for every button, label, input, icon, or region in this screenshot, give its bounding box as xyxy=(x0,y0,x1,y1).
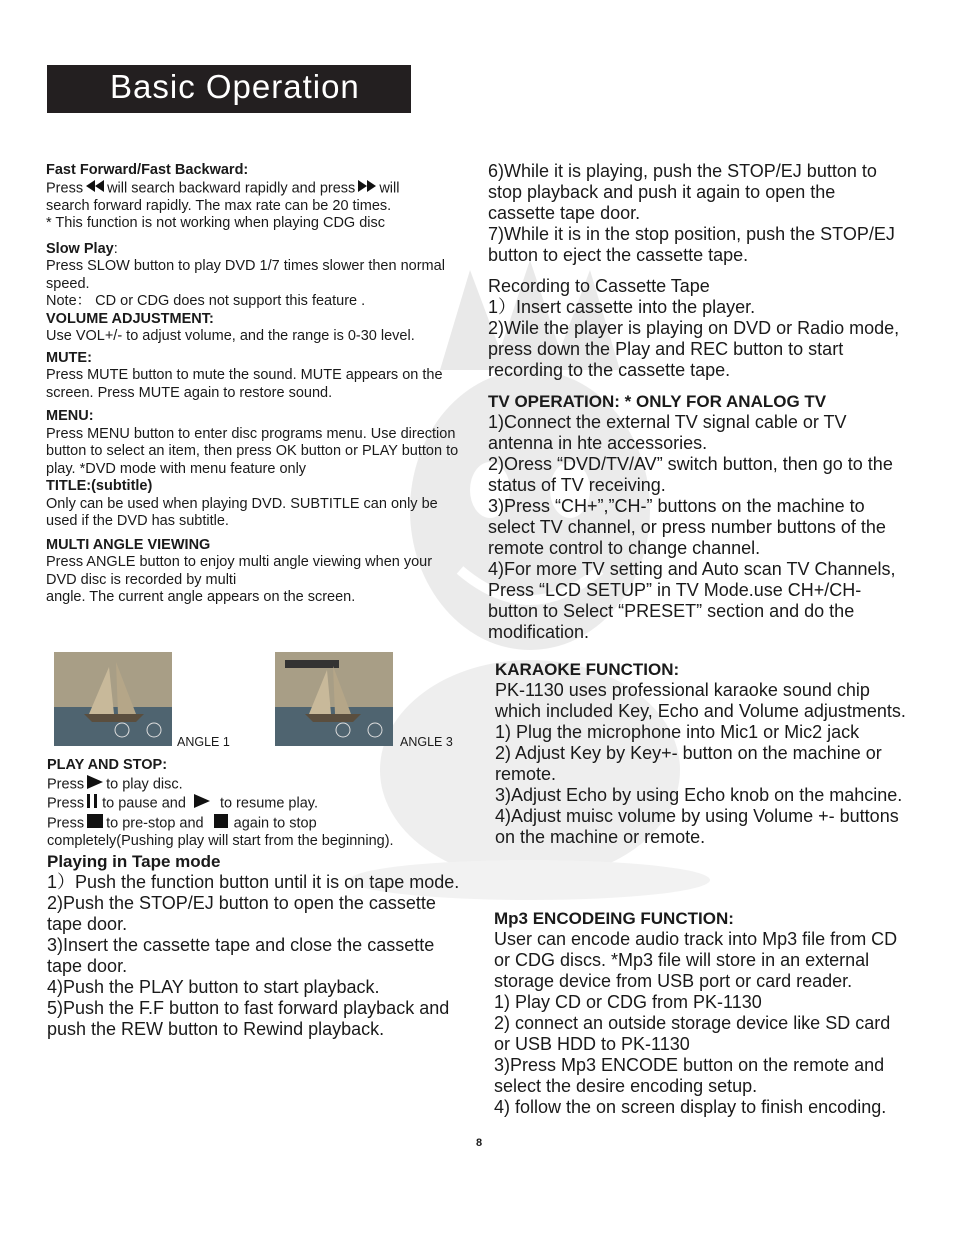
play-heading: PLAY AND STOP: xyxy=(47,757,168,773)
recording-step-1: 1）Insert cassette into the player. xyxy=(488,297,756,317)
slow-heading-row xyxy=(46,241,464,259)
karaoke-step-3: 3)Adjust Echo by using Echo knob on the mahcine. xyxy=(495,785,903,805)
stop-icon xyxy=(87,814,103,834)
tape-step-7: 7)While it is in the stop position, push the STOP/EJ button to eject the cassette tape. xyxy=(488,224,895,265)
ff-line-1 xyxy=(46,180,464,198)
ff-line-3: * This function is not working when playing CDG disc xyxy=(46,215,386,232)
page-number: 8 xyxy=(476,1137,483,1149)
recording-heading: Recording to Cassette Tape xyxy=(488,276,710,296)
karaoke-intro: PK-1130 uses professional karaoke sound chip which included Key, Echo and Volume adjustments. xyxy=(495,680,906,721)
stop-again-icon xyxy=(214,814,228,834)
angle-3-caption: ANGLE 3 xyxy=(400,735,453,749)
play-stop-section xyxy=(47,757,465,851)
angle-1-image xyxy=(54,652,172,746)
karaoke-section xyxy=(495,659,907,848)
mp3-step-1: 1) Play CD or CDG from PK-1130 xyxy=(494,992,762,1012)
mp3-step-3: 3)Press Mp3 ENCODE button on the remote and select the desire encoding setup. xyxy=(494,1055,885,1096)
rewind-icon xyxy=(86,180,104,198)
tv-step-3: 3)Press “CH+”,”CH-” buttons on the machine to select TV channel, or press number buttons of the remote control to change channel. xyxy=(488,496,886,558)
title-heading: TITLE:(subtitle) xyxy=(46,478,153,495)
tape-step-1: 1）Push the function button until it is on tape mode. xyxy=(47,872,460,892)
play-text-b1: Press xyxy=(47,795,85,812)
tv-step-1: 1)Connect the external TV signal cable or TV antenna in hte accessories. xyxy=(488,412,847,453)
tape-mode-section xyxy=(47,851,465,1040)
ff-text-b: will search backward rapidly and press xyxy=(107,180,356,197)
ff-line-2: search forward rapidly. The max rate can be 20 times. xyxy=(46,197,392,214)
title-text: Only can be used when playing DVD. SUBTITLE can only be used if the DVD has subtitle. xyxy=(46,495,438,530)
play-line-2 xyxy=(47,794,465,814)
slow-heading-colon: : xyxy=(113,240,118,257)
tape-step-5: 5)Push the F.F button to fast forward playback and push the REW button to Rewind playback. xyxy=(47,998,450,1039)
ff-text-a: Press xyxy=(46,180,84,197)
angle-text-1: Press ANGLE button to enjoy multi angle viewing when your DVD disc is recorded by multi xyxy=(46,554,433,588)
mute-text: Press MUTE button to mute the sound. MUTE appears on the screen. Press MUTE again to restore sound. xyxy=(46,367,443,401)
play-text-b3: to resume play. xyxy=(219,795,318,812)
tape-step-6: 6)While it is playing, push the STOP/EJ button to stop playback and push it again to open the cassette tape door. xyxy=(488,161,877,223)
angle-heading: MULTI ANGLE VIEWING xyxy=(46,536,211,553)
tv-heading: TV OPERATION: * ONLY FOR ANALOG TV xyxy=(488,392,827,411)
play-text-a2: to play disc. xyxy=(106,776,183,793)
play-text-c2: to pre-stop and xyxy=(106,815,204,832)
play-text-c1: Press xyxy=(47,815,85,832)
page-title: Basic Operation xyxy=(110,68,360,105)
ff-heading: Fast Forward/Fast Backward: xyxy=(46,162,249,178)
mp3-section xyxy=(494,908,906,1118)
karaoke-step-2: 2) Adjust Key by Key+- button on the machine or remote. xyxy=(495,743,882,784)
mp3-step-4: 4) follow the on screen display to finish encoding. xyxy=(494,1097,887,1117)
right-column-top xyxy=(488,161,906,643)
angle-1-caption: ANGLE 1 xyxy=(177,735,230,749)
ff-text-c: will xyxy=(379,180,400,197)
mute-heading: MUTE: xyxy=(46,349,92,366)
play-line-1 xyxy=(47,775,465,795)
play-text-c3: again to stop xyxy=(233,815,317,832)
mp3-step-2: 2) connect an outside storage device like SD card or USB HDD to PK-1130 xyxy=(494,1013,891,1054)
left-column-small xyxy=(46,162,464,607)
fast-forward-icon xyxy=(358,180,376,198)
play-text-b2: to pause and xyxy=(102,795,186,812)
play-icon xyxy=(87,775,103,795)
mp3-heading: Mp3 ENCODEING FUNCTION: xyxy=(494,909,734,928)
menu-text: Press MENU button to enter disc programs menu. Use direction button to select an item, then press OK button or PLAY button to play. *DVD mode with menu feature only xyxy=(46,425,459,477)
tape-step-3: 3)Insert the cassette tape and close the cassette tape door. xyxy=(47,935,435,976)
tape-step-2: 2)Push the STOP/EJ button to open the cassette tape door. xyxy=(47,893,436,934)
mp3-intro: User can encode audio track into Mp3 file from CD or CDG discs. *Mp3 file will store in an external storage device from USB port or card reader. xyxy=(494,929,898,991)
karaoke-heading: KARAOKE FUNCTION: xyxy=(495,660,680,679)
play-text-a1: Press xyxy=(47,776,85,793)
slow-text: Press SLOW button to play DVD 1/7 times slower then normal speed. xyxy=(46,258,445,292)
section-banner xyxy=(47,65,411,113)
tv-step-4: 4)For more TV setting and Auto scan TV Channels, Press “LCD SETUP” in TV Mode.use CH+/CH- button to Select “PRESET” section and do the modification. xyxy=(488,559,896,642)
pause-icon xyxy=(87,794,99,814)
recording-step-2: 2)Wile the player is playing on DVD or Radio mode, press down the Play and REC button to start recording to the cassette tape. xyxy=(488,318,900,380)
resume-play-icon xyxy=(194,794,210,814)
play-line-4: completely(Pushing play will start from the beginning). xyxy=(47,833,394,849)
tape-heading: Playing in Tape mode xyxy=(47,852,221,871)
slow-heading: Slow Play xyxy=(46,240,114,257)
karaoke-step-1: 1) Plug the microphone into Mic1 or Mic2 jack xyxy=(495,722,860,742)
tape-step-4: 4)Push the PLAY button to start playback. xyxy=(47,977,380,997)
slow-note: Note： CD or CDG does not support this feature . xyxy=(46,293,366,310)
play-line-3 xyxy=(47,814,465,834)
angle-3-image xyxy=(275,652,393,746)
tv-step-2: 2)Oress “DVD/TV/AV” switch button, then go to the status of TV receiving. xyxy=(488,454,893,495)
volume-heading: VOLUME ADJUSTMENT: xyxy=(46,310,214,327)
karaoke-step-4: 4)Adjust muisc volume by using Volume +- buttons on the machine or remote. xyxy=(495,806,899,847)
angle-text-2: angle. The current angle appears on the screen. xyxy=(46,589,356,606)
volume-text: Use VOL+/- to adjust volume, and the range is 0-30 level. xyxy=(46,328,415,345)
menu-heading: MENU: xyxy=(46,408,94,425)
